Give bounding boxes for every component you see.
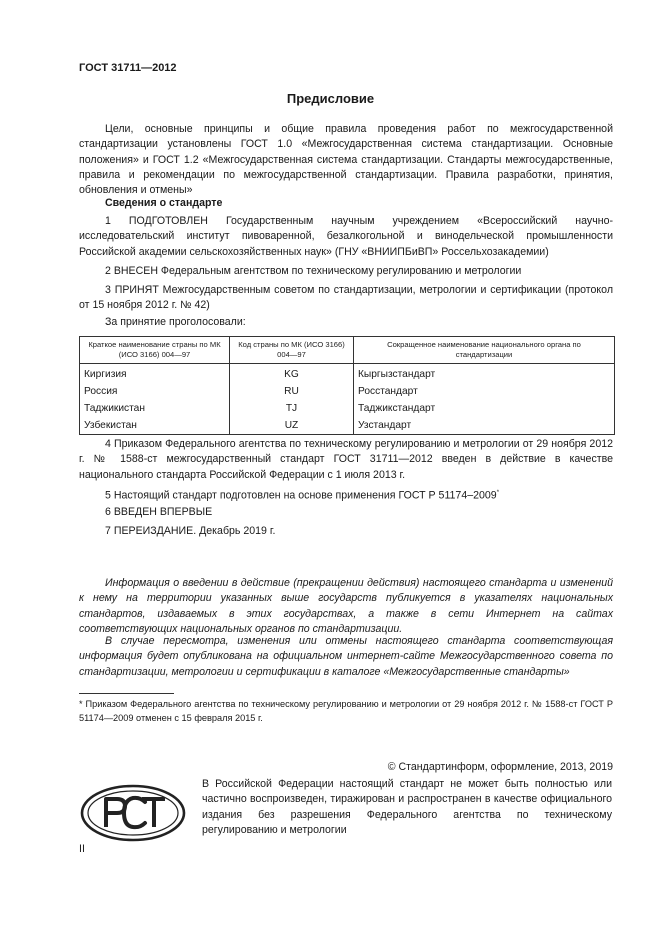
table-header-body: Сокращенное наименование национального органа по стандартизации (354, 337, 615, 364)
voted-label: За принятие проголосовали: (105, 316, 246, 328)
item-1-paragraph: 1 ПОДГОТОВЛЕН Государственным научным учреждением «Всероссийский научно-исследовательский институт пивоваренной, безалкогольной и винодельческой промышленности Российской академии сельскохозяйственных наук» (ГНУ «ВНИИПБиВП» Россельхозакадемии) (79, 215, 613, 258)
table-cell-code: UZ (230, 417, 354, 435)
table-row (80, 400, 615, 417)
table-header-country: Краткое наименование страны по МК (ИСО 3166) 004—97 (80, 337, 230, 364)
table-cell-code: TJ (230, 400, 354, 417)
table-header-code: Код страны по МК (ИСО 3166) 004—97 (230, 337, 354, 364)
table-cell-country: Узбекистан (80, 417, 230, 435)
item-7-paragraph: 7 ПЕРЕИЗДАНИЕ. Декабрь 2019 г. (105, 525, 276, 537)
table-cell-body: Росстандарт (354, 383, 615, 400)
table-cell-country: Киргизия (80, 364, 230, 384)
item-2-paragraph: 2 ВНЕСЕН Федеральным агентством по техническому регулированию и метрологии (105, 265, 522, 277)
footnote-mark: * (496, 490, 500, 496)
table-row (80, 364, 615, 384)
table-row (80, 417, 615, 435)
table-cell-body: Кыргызстандарт (354, 364, 615, 384)
table-cell-code: RU (230, 383, 354, 400)
table-cell-country: Россия (80, 383, 230, 400)
intro-paragraph: Цели, основные принципы и общие правила проведения работ по межгосударственной стандартизации установлены ГОСТ 1.0 «Межгосударственная система стандартизации. Основные положения» и ГОСТ 1.2 «Межгосударственная система стандартизации. Стандарты межгосударственные, правила и рекомендации по межгосударственной стандартизации. Правила разработки, принятия, обновления и отмены» (79, 123, 613, 197)
table-cell-body: Узстандарт (354, 417, 615, 435)
section-heading: Сведения о стандарте (105, 197, 223, 209)
voting-table (79, 336, 615, 435)
table-cell-body: Таджикстандарт (354, 400, 615, 417)
item-6-paragraph: 6 ВВЕДЕН ВПЕРВЫЕ (105, 506, 213, 518)
page-title: Предисловие (286, 91, 375, 106)
table-cell-code: KG (230, 364, 354, 384)
info-paragraph-1: Информация о введении в действие (прекращении действия) настоящего стандарта и изменений к нему на территории указанных выше государств публикуется в указателях национальных стандартов, издаваемых в этих государствах, а также в сети Интернет на сайтах соответствующих национальных органов по стандартизации. (79, 577, 613, 635)
item-5-paragraph (79, 486, 613, 504)
reproduction-notice: В Российской Федерации настоящий стандарт не может быть полностью или частично воспроизведен, тиражирован и распространен в качестве официального издания без разрешения Федерального агентства по техническому регулированию и метрологии (202, 778, 612, 836)
copyright-line: © Стандартинформ, оформление, 2013, 2019 (387, 761, 613, 773)
item-3-paragraph: 3 ПРИНЯТ Межгосударственным советом по стандартизации, метрологии и сертификации (протокол от 15 ноября 2012 г. № 42) (79, 284, 613, 312)
page-number: II (79, 843, 85, 855)
footnote-divider (79, 693, 174, 694)
footnote: * Приказом Федерального агентства по техническому регулированию и метрологии от 29 ноября 2012 г. № 1588-ст ГОСТ Р 51174—2009 отменен с 15 февраля 2015 г. (79, 699, 613, 723)
doc-number-header: ГОСТ 31711—2012 (79, 62, 177, 74)
table-cell-country: Таджикистан (80, 400, 230, 417)
table-header-row (80, 337, 615, 364)
item-4-paragraph: 4 Приказом Федерального агентства по техническому регулированию и метрологии от 29 ноября 2012 г. № 1588-ст межгосударственный стандарт ГОСТ 31711—2012 введен в действие в качестве национального стандарта Российской Федерации с 1 июля 2013 г. (79, 438, 613, 481)
info-paragraph-2: В случае пересмотра, изменения или отмены настоящего стандарта соответствующая информация будет опубликована на официальном интернет-сайте Межгосударственного совета по стандартизации, метрологии и сертификации в каталоге «Межгосударственные стандарты» (79, 635, 613, 678)
rst-logo-icon (79, 783, 187, 843)
item-5-text: 5 Настоящий стандарт подготовлен на основе применения ГОСТ Р 51174–2009 (105, 489, 497, 502)
table-row (80, 383, 615, 400)
